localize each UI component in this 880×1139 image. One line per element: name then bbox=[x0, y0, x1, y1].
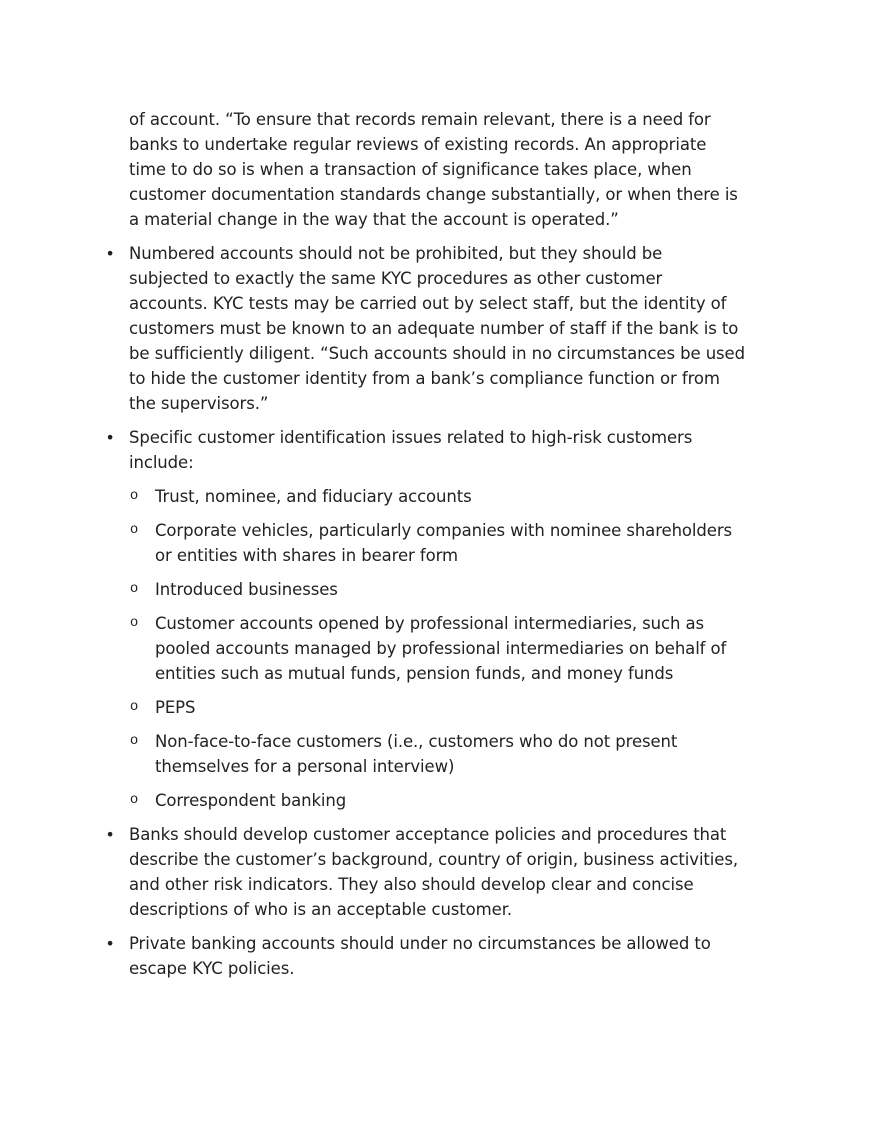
bullet-text: Numbered accounts should not be prohibited, but they should be subjected to exactly the same KYC procedures as other customer accounts. KYC tests may be carried out by select staff, but the identity of customers must be known to an adequate number of staff if the bank is to be sufficiently diligent. “Such accounts should in no circumstances be used to hide the customer identity from a bank’s compliance function or from the supervisors.” bbox=[129, 244, 745, 413]
bullet-item-high-risk-customers bbox=[105, 425, 745, 813]
sub-bullet-text: Trust, nominee, and fiduciary accounts bbox=[155, 487, 472, 506]
sub-bullet-item bbox=[129, 729, 745, 779]
bullet-marker: • bbox=[105, 934, 115, 953]
bullet-text: Private banking accounts should under no circumstances be allowed to escape KYC policies. bbox=[129, 934, 711, 978]
sub-bullet-text: Corporate vehicles, particularly companies with nominee shareholders or entities with shares in bearer form bbox=[155, 521, 733, 565]
page-content bbox=[105, 107, 745, 990]
bullet-item-private-banking bbox=[105, 931, 745, 981]
sub-bullet-marker: o bbox=[129, 733, 139, 749]
bullet-item-acceptance-policies bbox=[105, 822, 745, 922]
intro-paragraph: of account. “To ensure that records remain relevant, there is a need for banks to undertake regular reviews of existing records. An appropriate time to do so is when a transaction of significance takes place, when customer documentation standards change substantially, or when there is a material change in the way that the account is operated.” bbox=[129, 110, 738, 229]
sub-bullet-marker: o bbox=[129, 488, 139, 504]
bullet-text: Banks should develop customer acceptance policies and procedures that describe the customer’s background, country of origin, business activities, and other risk indicators. They also should develop clear and concise descriptions of who is an acceptable customer. bbox=[129, 825, 738, 919]
sub-bullet-text: Non-face-to-face customers (i.e., customers who do not present themselves for a personal interview) bbox=[155, 732, 678, 776]
bullet-marker: • bbox=[105, 428, 115, 447]
sub-bullet-marker: o bbox=[129, 581, 139, 597]
sub-bullet-marker: o bbox=[129, 699, 139, 715]
sub-bullet-marker: o bbox=[129, 522, 139, 538]
bullet-item-numbered-accounts bbox=[105, 241, 745, 416]
sub-bullet-text: PEPS bbox=[155, 698, 196, 717]
sub-bullet-item bbox=[129, 611, 745, 686]
bullet-marker: • bbox=[105, 244, 115, 263]
sub-bullet-item bbox=[129, 484, 745, 509]
bullet-list bbox=[105, 241, 745, 981]
sub-bullet-text: Introduced businesses bbox=[155, 580, 338, 599]
sub-bullet-item bbox=[129, 788, 745, 813]
bullet-text: Specific customer identification issues related to high-risk customers include: bbox=[129, 428, 693, 472]
sub-bullet-marker: o bbox=[129, 615, 139, 631]
sub-bullet-text: Customer accounts opened by professional intermediaries, such as pooled accounts managed by professional intermediaries on behalf of entities such as mutual funds, pension funds, and money funds bbox=[155, 614, 727, 683]
sub-bullet-item bbox=[129, 518, 745, 568]
sub-bullet-marker: o bbox=[129, 792, 139, 808]
sub-bullet-item bbox=[129, 695, 745, 720]
sub-bullet-list bbox=[129, 484, 745, 813]
bullet-marker: • bbox=[105, 825, 115, 844]
sub-bullet-text: Correspondent banking bbox=[155, 791, 347, 810]
sub-bullet-item bbox=[129, 577, 745, 602]
